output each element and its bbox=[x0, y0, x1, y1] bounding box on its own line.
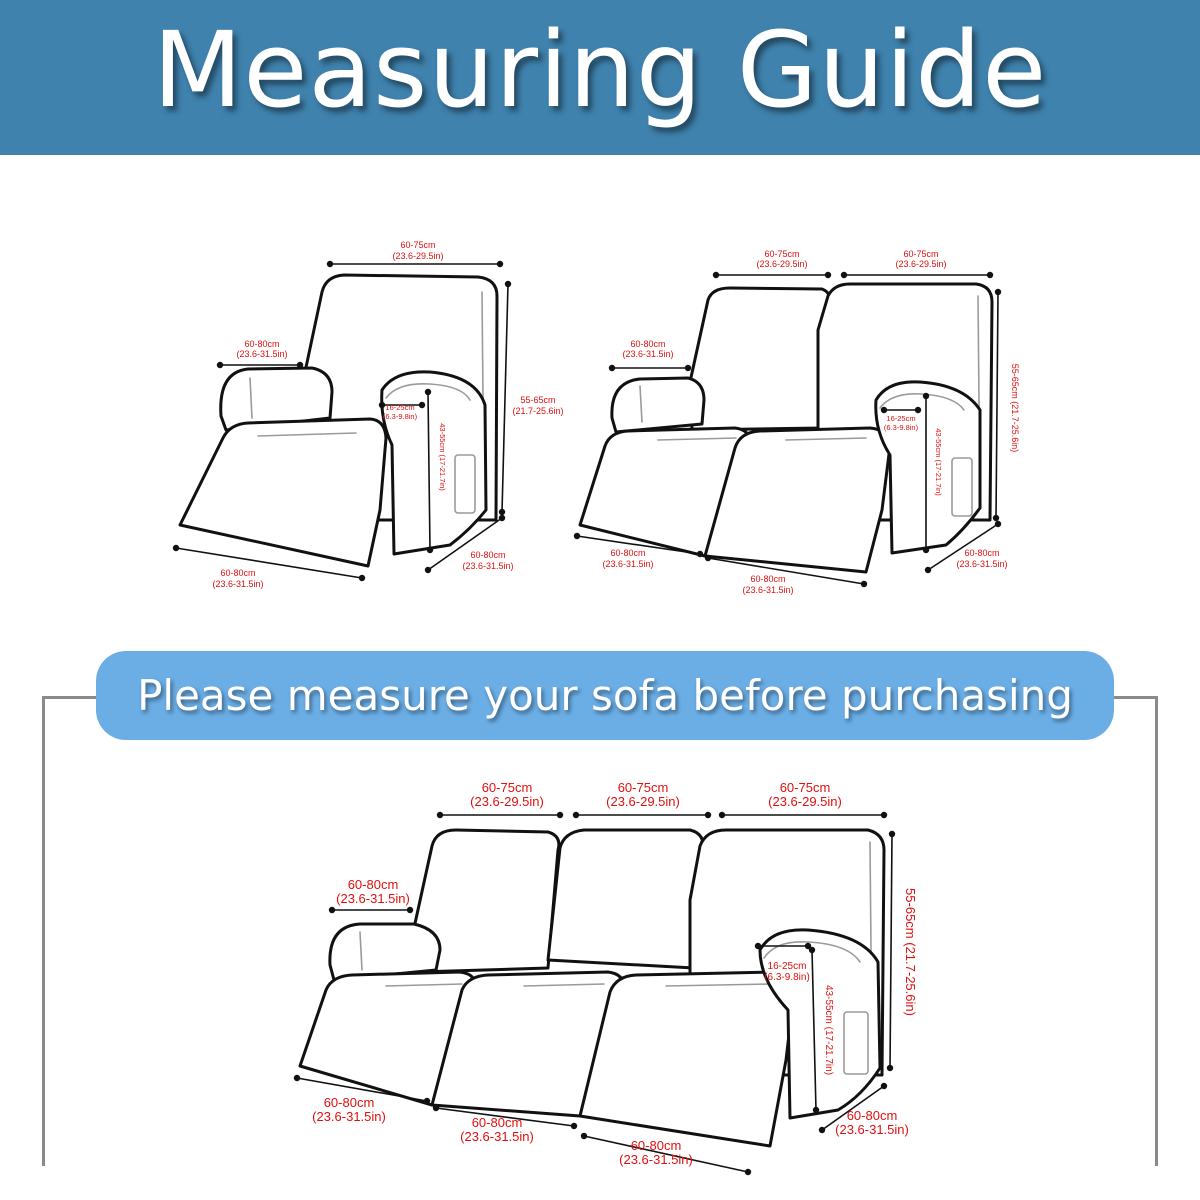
loveseat-footrest-1-in: (23.6-31.5in) bbox=[602, 559, 654, 569]
three-top-width-1-cm: 60-75cm bbox=[481, 780, 533, 795]
three-side-depth-cm: 60-80cm bbox=[846, 1108, 898, 1123]
loveseat-diagram bbox=[577, 249, 1020, 595]
loveseat-left-arm bbox=[612, 378, 704, 432]
loveseat-footrest-2-cm: 60-80cm bbox=[750, 574, 786, 584]
three-top-width-3-cm: 60-75cm bbox=[779, 780, 831, 795]
loveseat-footrest-1-cm: 60-80cm bbox=[610, 548, 646, 558]
single-footrest-in: (23.6-31.5in) bbox=[212, 579, 264, 589]
loveseat-arm-width-in: (23.6-31.5in) bbox=[622, 349, 674, 359]
single-recliner-footrest bbox=[180, 419, 386, 566]
single-height-cm: 55-65cm bbox=[520, 395, 556, 405]
three-arm-front-in: (6.3-9.8in) bbox=[764, 972, 810, 983]
loveseat-top-width-2-cm: 60-75cm bbox=[903, 249, 939, 259]
loveseat-top-width-1-in: (23.6-29.5in) bbox=[756, 259, 808, 269]
single-top-width-in: (23.6-29.5in) bbox=[392, 251, 444, 261]
loveseat-arm-width-cm: 60-80cm bbox=[630, 339, 666, 349]
single-side-depth-in: (23.6-31.5in) bbox=[462, 561, 514, 571]
loveseat-footrest-2-in: (23.6-31.5in) bbox=[742, 585, 794, 595]
single-footrest-cm: 60-80cm bbox=[220, 568, 256, 578]
single-height-in: (21.7-25.6in) bbox=[512, 406, 564, 416]
loveseat-side-depth-cm: 60-80cm bbox=[964, 548, 1000, 558]
three-footrest-1-cm: 60-80cm bbox=[323, 1095, 375, 1110]
three-top-width-1-in: (23.6-29.5in) bbox=[470, 794, 544, 809]
three-seater-back-middle bbox=[548, 830, 703, 968]
three-footrest-2-cm: 60-80cm bbox=[471, 1115, 523, 1130]
three-arm-width-cm: 60-80cm bbox=[347, 877, 399, 892]
loveseat-height: 55-65cm (21.7-25.6in) bbox=[1010, 363, 1020, 453]
loveseat-top-width-2-in: (23.6-29.5in) bbox=[895, 259, 947, 269]
three-footrest-2-in: (23.6-31.5in) bbox=[460, 1129, 534, 1144]
single-recliner-diagram bbox=[176, 240, 564, 589]
single-arm-width-in: (23.6-31.5in) bbox=[236, 349, 288, 359]
three-height: 55-65cm (21.7-25.6in) bbox=[903, 888, 918, 1016]
loveseat-right-arm bbox=[876, 382, 980, 553]
three-seater-diagram bbox=[297, 780, 918, 1172]
loveseat-arm-height: 43-55cm (17-21.7in) bbox=[934, 428, 943, 496]
three-footrest-1-in: (23.6-31.5in) bbox=[312, 1109, 386, 1124]
three-footrest-3-in: (23.6-31.5in) bbox=[619, 1152, 693, 1167]
loveseat-arm-front-cm: 16-25cm bbox=[886, 414, 916, 423]
three-top-width-3-in: (23.6-29.5in) bbox=[768, 794, 842, 809]
three-footrest-3-cm: 60-80cm bbox=[630, 1138, 682, 1153]
three-side-depth-in: (23.6-31.5in) bbox=[835, 1122, 909, 1137]
three-arm-front-cm: 16-25cm bbox=[767, 961, 807, 972]
single-arm-front-in: (6.3-9.8in) bbox=[382, 412, 418, 421]
loveseat-arm-front-in: (6.3-9.8in) bbox=[883, 423, 919, 432]
three-top-width-2-in: (23.6-29.5in) bbox=[606, 794, 680, 809]
single-arm-height: 43-55cm (17-21.7in) bbox=[438, 423, 447, 491]
page-title: Measuring Guide bbox=[152, 9, 1048, 131]
loveseat-top-width-1-cm: 60-75cm bbox=[764, 249, 800, 259]
three-arm-height: 43-55cm (17-21.7in) bbox=[823, 984, 834, 1076]
measure-notice-text: Please measure your sofa before purchasing bbox=[137, 671, 1073, 720]
three-arm-width-in: (23.6-31.5in) bbox=[336, 891, 410, 906]
loveseat-side-depth-in: (23.6-31.5in) bbox=[956, 559, 1008, 569]
single-arm-width-cm: 60-80cm bbox=[244, 339, 280, 349]
loveseat-back-left bbox=[690, 288, 829, 430]
three-top-width-2-cm: 60-75cm bbox=[617, 780, 669, 795]
three-seater-footrest-right bbox=[580, 972, 794, 1146]
single-arm-front-cm: 16-25cm bbox=[385, 403, 415, 412]
single-side-depth-cm: 60-80cm bbox=[470, 550, 506, 560]
single-top-width-cm: 60-75cm bbox=[400, 240, 436, 250]
